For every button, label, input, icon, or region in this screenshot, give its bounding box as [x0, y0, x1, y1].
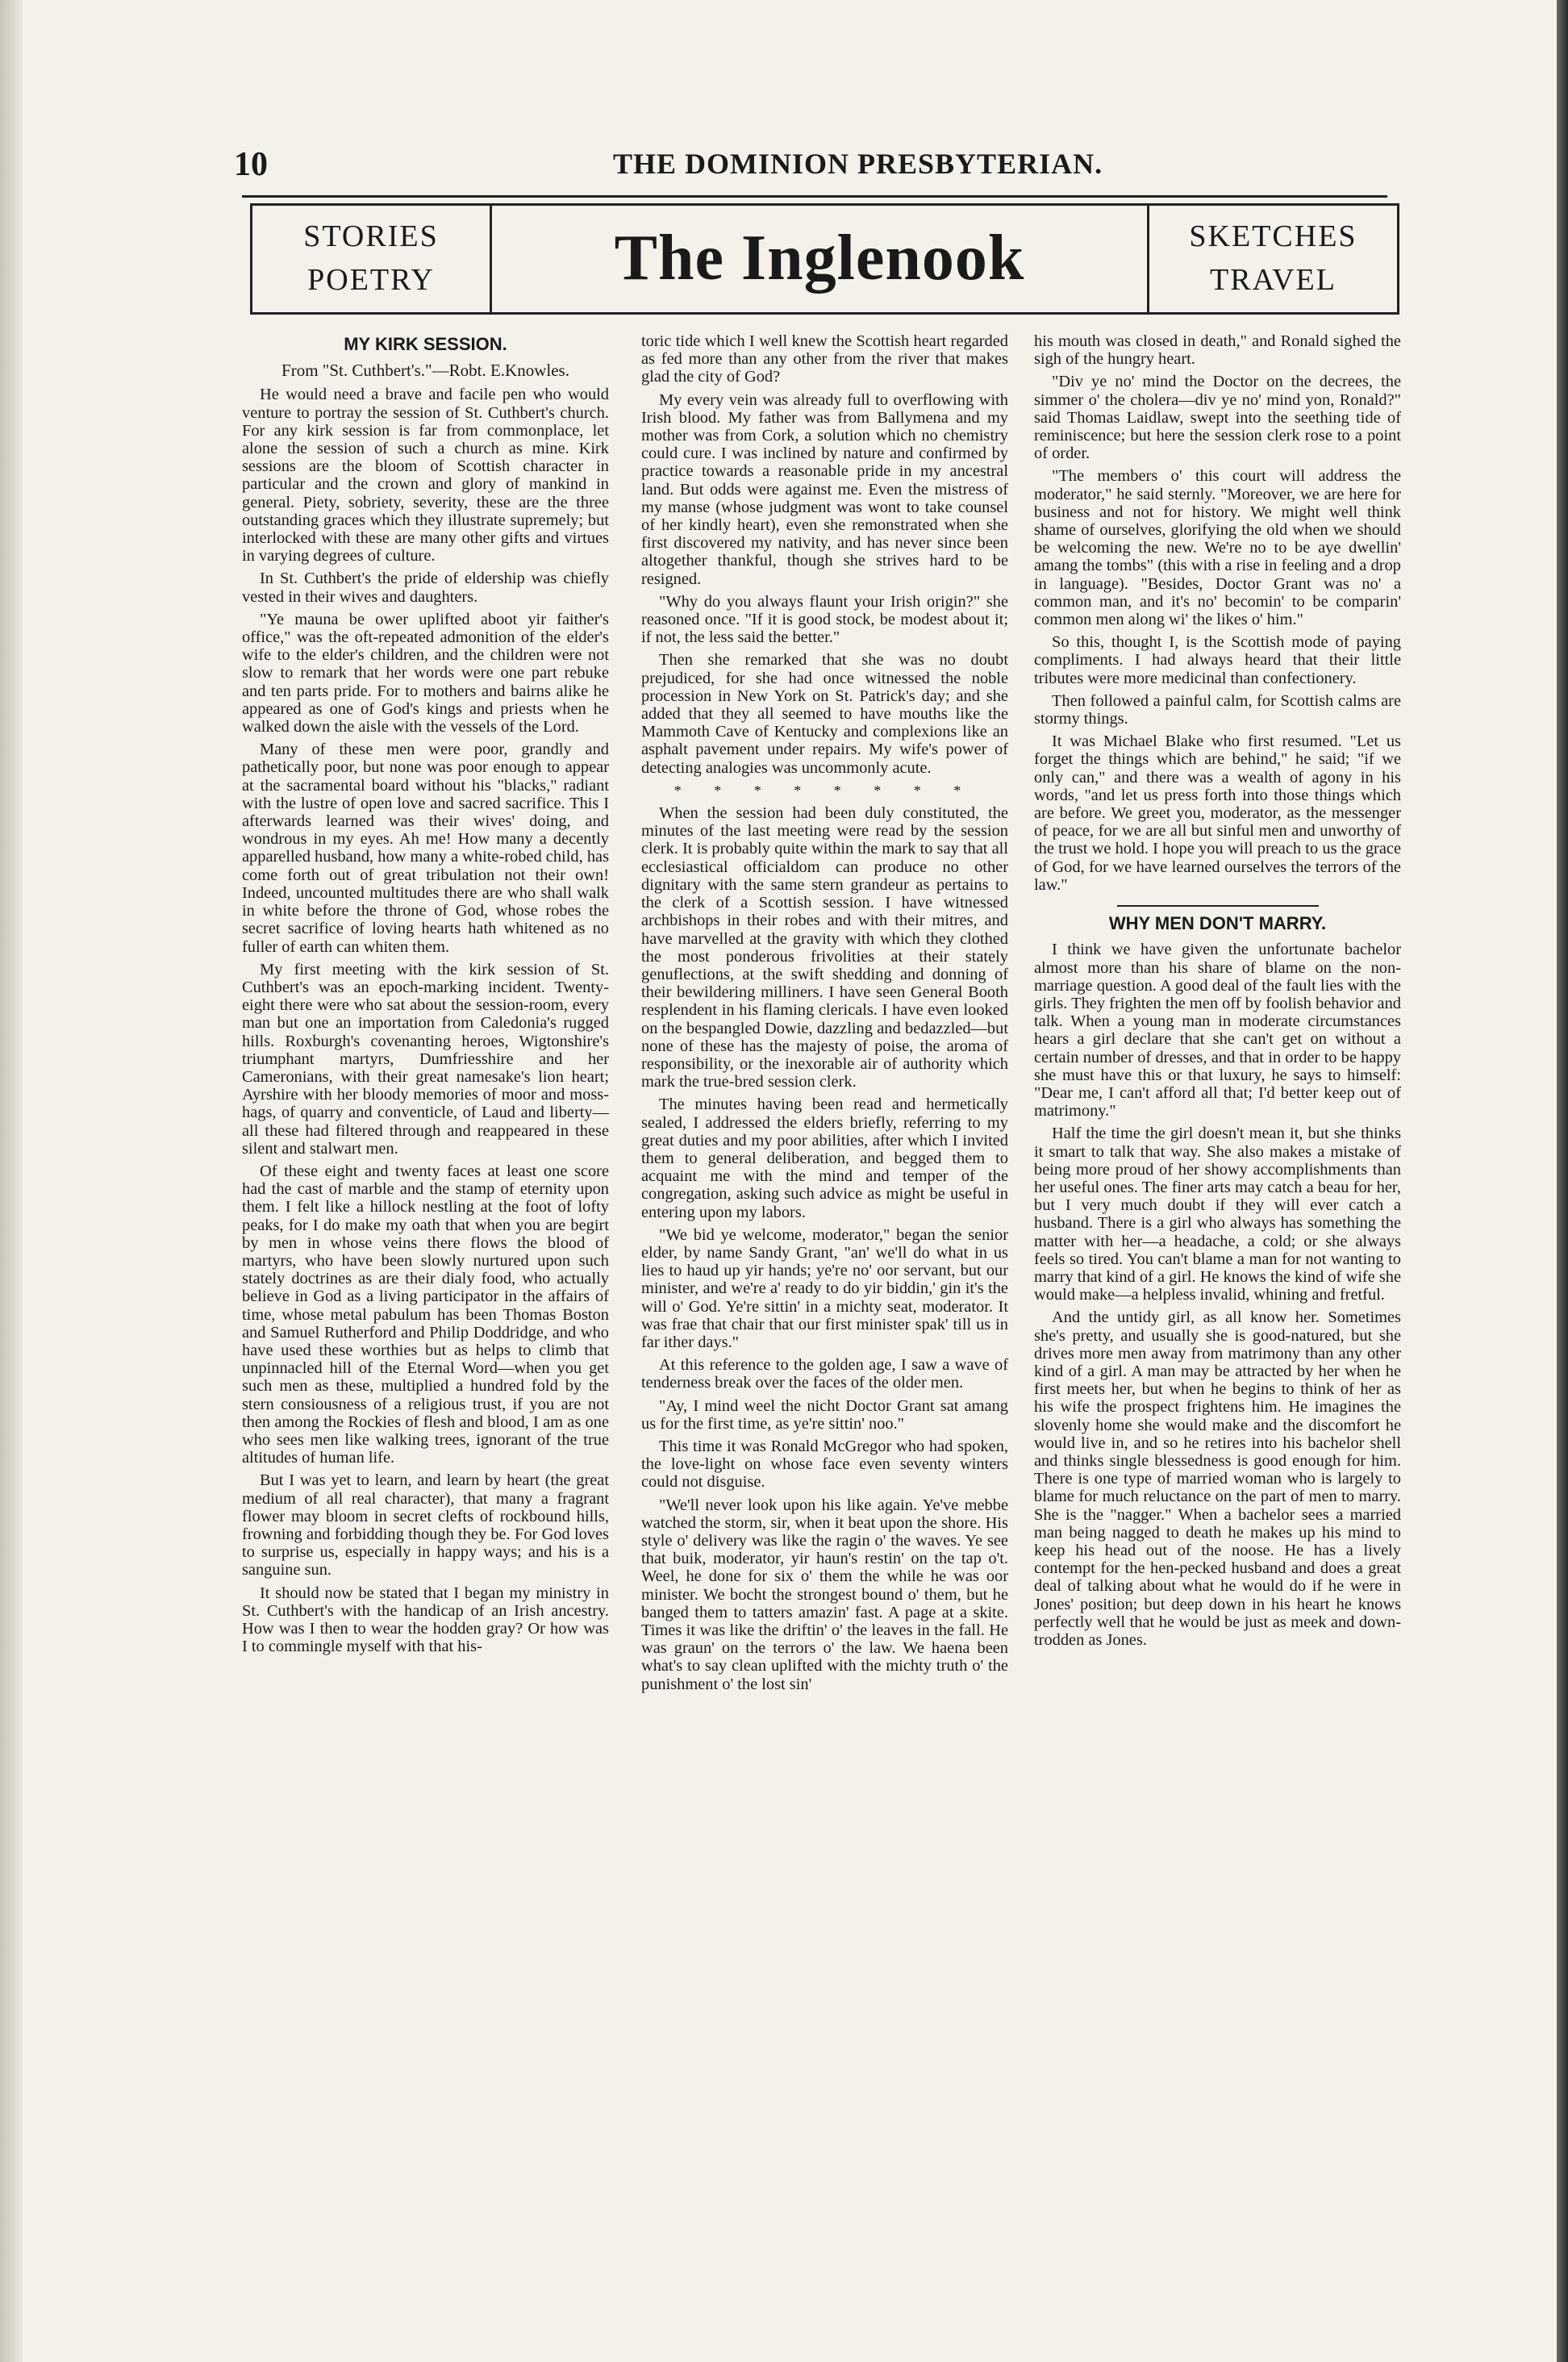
running-head	[234, 142, 1379, 190]
banner-sketches-label: SKETCHES	[1189, 219, 1357, 253]
paragraph: And the untidy girl, as all know her. Sometimes she's pretty, and usually she is good-natured, but she drives more men away from matrimony than any other kind of a girl. A man may be attracted by her when he first meets her, but when he begins to think of her as his wife the prospect frightens him. He imagines the slovenly home she would make and the discomfort he would live in, and so he retires into his bachelor shell and thinks single blessedness is good enough for him. There is one type of married woman who is largely to blame for much reluctance on the part of men to marry. She is the "nagger." When a bachelor sees a married man being nagged to death he makes up his mind to keep his head out of the noose. He has a lively contempt for the hen-pecked husband and does a great deal of talking about what he would do if he were in Jones' position; but deep down in his heart he knows perfectly well that he would be just as meek and down-trodden as Jones.	[1034, 1308, 1401, 1650]
paragraph: toric tide which I well knew the Scottish heart regarded as fed more than any other from the river that makes glad the city of God?	[641, 332, 1008, 386]
paragraph: I think we have given the unfortunate bachelor almost more than his share of blame on the non-marriage question. A good deal of the fault lies with the girls. They frighten the men off by foolish behavior and talk. When a young man in moderate circumstances hears a girl declare that she can't get on without a certain number of dresses, and that in order to be happy she must have this or that luxury, he says to himself: "Dear me, I can't afford all that; I'd better keep out of matrimony."	[1034, 941, 1401, 1120]
paragraph: My every vein was already full to overflowing with Irish blood. My father was from Ballymena and my mother was from Cork, a solution which no chemistry could cure. I was inclined by nature and confirmed by practice towards a reasonable pride in my ancestral land. But odds were against me. Even the mistress of my manse (whose judgment was wont to take counsel of her kindly heart), even she remonstrated when she first discovered my nativity, and has never since been altogether thankful, though she strives hard to be resigned.	[641, 390, 1008, 588]
banner-stories-label: STORIES	[303, 219, 439, 253]
page-edge-left	[0, 0, 23, 2362]
banner-travel-label: TRAVEL	[1210, 263, 1337, 297]
journal-title: THE DOMINION PRESBYTERIAN.	[613, 148, 1103, 180]
paragraph: "We'll never look upon his like again. Ye've mebbe watched the storm, sir, when it beat upon the shore. His style o' delivery was like the ragin o' the waves. Ye see that buik, moderator, yir haun's restin' on the tap o't. Weel, he done for six o' them the while he was oor minister. We bocht the strongest bound o' them, but he banged them to tatters amazin' fast. A page at a skite. Times it was like the driftin' o' the leaves in the fall. He was graun' on the terrors o' the law. We haena been what's to say clean uplifted with the michty truth o' the punishment o' the lost sin'	[641, 1496, 1008, 1693]
article-title-my-kirk-session: MY KIRK SESSION.	[344, 334, 507, 354]
paragraph: Then followed a painful calm, for Scottish calms are stormy things.	[1034, 691, 1401, 728]
paragraph: It was Michael Blake who first resumed. "Let us forget the things which are behind," he said; "if we only can," and there was a wealth of agony in his words, "and let us press forth into those things which are before. We greet you, moderator, as the messenger of peace, for we are all but sinful men and unworthy of the trust we hold. I hope you will preach to us the grace of God, for we have learned ourselves the terrors of the law."	[1034, 732, 1401, 894]
banner-center-box	[492, 203, 1147, 315]
paragraph: "The members o' this court will address the moderator," he said sternly. "Moreover, we are here for business and not for history. We might well think shame of ourselves, glorifying the old when we should be welcoming the new. We're no to be aye dwellin' amang the tombs" (this with a rise in feeling and a drop in language). "Besides, Doctor Grant was no' a common man, and it's no' becomin' to be comparin' common men along wi' the likes o' him."	[1034, 467, 1401, 629]
paragraph: "We bid ye welcome, moderator," began the senior elder, by name Sandy Grant, "an' we'll do what in us lies to haud up yir hands; ye're no' oor servant, but our minister, and we're a' ready to do yir biddin,' gin it's the will o' God. Ye're sittin' in a michty seat, moderator. It was frae that chair that our first minister spak' till us in far ither days."	[641, 1225, 1008, 1351]
column-2	[641, 332, 1008, 1698]
article-divider	[1117, 905, 1319, 907]
page-number: 10	[234, 146, 268, 183]
paragraph: So this, thought I, is the Scottish mode of paying compliments. I had always heard that their little tributes were more medicinal than confectionery.	[1034, 633, 1401, 687]
banner-title: The Inglenook	[614, 223, 1025, 294]
paragraph: He would need a brave and facile pen who would venture to portray the session of St. Cuthbert's church. For any kirk session is far from commonplace, let alone the session of such a church as mine. Kirk sessions are the bloom of Scottish character in particular and the crown and glory of mankind in general. Piety, sobriety, severity, these are the three outstanding graces which they illustrate supremely; but interlocked with these are many other gifts and virtues in varying degrees of culture.	[242, 386, 609, 565]
paragraph: The minutes having been read and hermetically sealed, I addressed the elders briefly, referring to my great duties and my poor abilities, after which I invited them to general deliberation, and begged them to acquaint me with the mind and temper of the congregation, asking such advice as might be useful in entering upon my labors.	[641, 1095, 1008, 1221]
banner-poetry-label: POETRY	[307, 263, 435, 297]
header-rule	[242, 195, 1387, 198]
banner-left-box	[250, 203, 492, 315]
banner-right-box	[1147, 203, 1399, 315]
paragraph: his mouth was closed in death," and Ronald sighed the sigh of the hungry heart.	[1034, 332, 1401, 369]
paragraph: "Ye mauna be ower uplifted aboot yir faither's office," was the oft-repeated admonition of the elder's wife to the elder's children, and the children were not slow to remark that her words were one part rebuke and ten parts pride. For to mothers and bairns alike he appeared as one of God's kings and priests when he walked down the aisle with the vessels of the Lord.	[242, 610, 609, 737]
article-title-why-men-dont-marry: WHY MEN DON'T MARRY.	[1108, 913, 1327, 934]
paragraph: "Div ye no' mind the Doctor on the decrees, the simmer o' the cholera—div ye no' mind yon, Ronald?" said Thomas Laidlaw, swept into the seething tide of reminiscence; but here the session clerk rose to a point of order.	[1034, 373, 1401, 463]
paragraph: Of these eight and twenty faces at least one score had the cast of marble and the stamp of eternity upon them. I felt like a hillock nestling at the foot of lofty peaks, for I do make my oath that when you are begirt by men in whose veins there flows the blood of martyrs, who have been slowly nurtured upon such stately doctrines as are their dialy food, who actually believe in God as a living participator in the affairs of time, whose metal pabulum has been Thomas Boston and Samuel Rutherford and Philip Doddridge, and who have used these worthies but as helps to climb that unpinnacled hill of the Eternal Word—when you get such men as these, multiplied a hundred fold by the stern consiousness of a religious trust, if you are not then among the Rockies of flesh and blood, I am as one who sees men like walking trees, ignorant of the true altitudes of human life.	[242, 1162, 609, 1467]
paragraph: Half the time the girl doesn't mean it, but she thinks it smart to talk that way. She also makes a mistake of being more proud of her showy accomplishments than her useful ones. The finer arts may catch a beau for her, but I very much doubt if they will ever catch a husband. There is a girl who always has something the matter with her—a headache, a cold; or she always feels so tired. You can't blame a man for not wanting to marry that kind of a girl. He knows the kind of wife she would make—a helpless invalid, whining and fretful.	[1034, 1125, 1401, 1304]
paragraph: My first meeting with the kirk session of St. Cuthbert's was an epoch-marking incident. Twenty-eight there were who sat about the session-room, every man but one an importation from Caledonia's rugged hills. Roxburgh's covenanting heroes, Wigtonshire's triumphant martyrs, Dumfriesshire and her Cameronians, with their great namesake's lion heart; Ayrshire with her bloody memories of moor and moss-hags, of quarry and conventicle, of Laud and liberty—all these had filtered through and reappeared in these silent and stalwart men.	[242, 960, 609, 1158]
inglenook-banner	[250, 203, 1399, 318]
paragraph: It should now be stated that I began my ministry in St. Cuthbert's with the handicap of an Irish ancestry. How was I then to wear the hodden gray? Or how was I to commingle myself with that his-	[242, 1584, 609, 1656]
paragraph: When the session had been duly constituted, the minutes of the last meeting were read by the session clerk. It is probably quite within the mark to say that all ecclesiastical officialdom can produce no other dignitary with the same stern grandeur as pertains to the clerk of a Scottish session. I have witnessed archbishops in their robes and with their mitres, and have marvelled at the gravity with which they clothed the most ponderous frivolities at their stately genuflections, at the swift shedding and donning of their bewildering milliners. I have seen General Booth resplendent in his flaming clericals. I have even looked on the bespangled Dowie, dazzling and bedazzled—but none of these has the majesty of poise, the aroma of responsibility, or the inexorable air of authority which mark the true-bred session clerk.	[641, 804, 1008, 1091]
paragraph: At this reference to the golden age, I saw a wave of tenderness break over the faces of the older men.	[641, 1356, 1008, 1392]
paragraph: This time it was Ronald McGregor who had spoken, the love-light on whose face even seventy winters could not disguise.	[641, 1437, 1008, 1492]
paragraph: Many of these men were poor, grandly and pathetically poor, but none was poor enough to appear at the sacramental board without his "blacks," radiant with the lustre of open love and sacred sacrifice. This I afterwards learned was their wives' doing, and wondrous in my eyes. Ah me! How many a decently apparelled husband, how many a white-robed child, has come forth out of great tribulation not their own! Indeed, uncounted multitudes there are who shall walk in white before the throne of God, whose robes the secret sacrifice of loving hearts hath whitened as no fuller of earth can whiten them.	[242, 741, 609, 956]
paragraph: In St. Cuthbert's the pride of eldership was chiefly vested in their wives and daughters.	[242, 570, 609, 606]
paragraph: But I was yet to learn, and learn by heart (the great medium of all real character), that many a fragrant flower may bloom in secret clefts of rockbound hills, frowning and forbidding though they be. For God loves to surprise us, especially in happy ways; and his is a sanguine sun.	[242, 1471, 609, 1580]
article-byline: From "St. Cuthbert's."—Robt. E.Knowles.	[281, 361, 569, 381]
paragraph: "Ay, I mind weel the nicht Doctor Grant sat amang us for the first time, as ye're sittin' noo."	[641, 1396, 1008, 1433]
section-break-stars: * * * * * * * *	[673, 782, 976, 799]
column-3	[1034, 332, 1401, 1654]
paragraph: "Why do you always flaunt your Irish origin?" she reasoned once. "If it is good stock, be modest about it; if not, the less said the better."	[641, 592, 1008, 647]
page-edge-right	[1557, 0, 1568, 2362]
paragraph: Then she remarked that she was no doubt prejudiced, for she had once witnessed the noble procession in New York on St. Patrick's day; and she added that they all seemed to have mouths like the Mammoth Cave of Kentucky and complexions like an asphalt pavement under repairs. My wife's power of detecting analogies was uncommonly acute.	[641, 651, 1008, 777]
column-1	[242, 332, 609, 1660]
